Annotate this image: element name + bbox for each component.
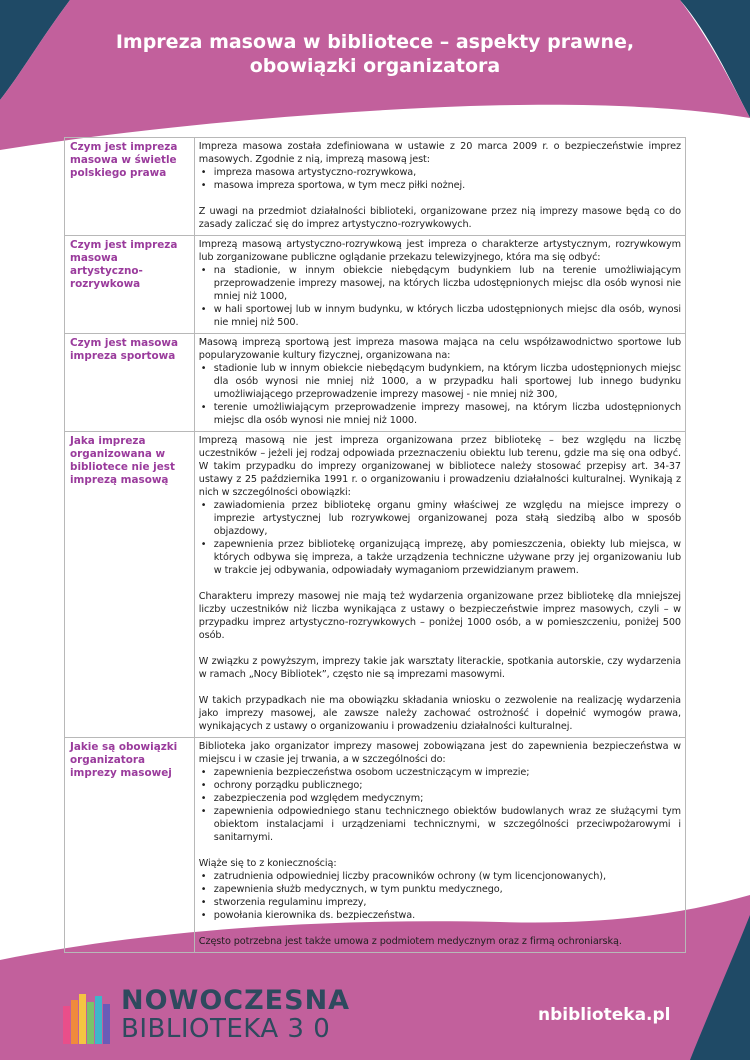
- row-question: Czym jest impreza masowa artystyczno-rozrywkowa: [65, 236, 195, 334]
- row-answer: [194, 334, 685, 432]
- books-icon: [63, 992, 117, 1044]
- bullet-list: [199, 766, 681, 844]
- table-row: [65, 432, 686, 738]
- website-link[interactable]: nbiblioteka.pl: [538, 1005, 671, 1025]
- table-row: [65, 738, 686, 953]
- row-question: Czym jest impreza masowa w świetle polskiego prawa: [65, 138, 195, 236]
- answer-paragraph: W takich przypadkach nie ma obowiązku składania wniosku o zezwolenie na realizację wydarzenia jako imprezy masowej, ale zawsze należy zachować ostrożność i dopełnić wymogów prawa, wynikających z ustawy o organizowaniu i prowadzeniu działalności kulturalnej.: [198, 695, 681, 732]
- answer-paragraph: Biblioteka jako organizator imprezy masowej zobowiązana jest do zapewnienia bezpieczeństwa w miejscu i w czasie jej trwania, a w szczególności do:: [198, 741, 681, 765]
- answer-paragraph: Imprezą masową nie jest impreza organizowana przez bibliotekę – bez względu na liczbę uczestników – jeżeli jej rodzaj odpowiada przeznaczeniu obiektu lub terenu, gdzie ma się ona odbyć. W takim przypadku do imprezy organizowanej w bibliotece należy stosować przepisy art. 34-37 ustawy z 25 października 1991 r. o organizowaniu i prowadzeniu działalności kulturalnej. Wynikają z nich w szczególności obowiązki:: [198, 435, 681, 498]
- bullet-list: [199, 166, 681, 192]
- bullet-list: [199, 362, 681, 427]
- list-item: • zapewnienia przez bibliotekę organizującą imprezę, aby pomieszczenia, obiekty lub miejsca, w których odbywa się impreza, a także urządzenia techniczne używane przy jej organizowaniu lub w trakcie jej odbywania, odpowiadały wymaganiom przewidzianym prawem.: [199, 538, 681, 577]
- list-item: • terenie umożliwiającym przeprowadzenie imprezy masowej, na którym liczba udostępnionych miejsc dla osób wynosi nie mniej niż 1000.: [199, 401, 681, 427]
- bullet-list: [199, 870, 681, 922]
- list-item: • na stadionie, w innym obiekcie niebędącym budynkiem lub na terenie umożliwiającym przeprowadzenie imprezy masowej, na których liczba udostępnionych miejsc dla osób wynosi nie mniej niż 1000,: [199, 264, 681, 303]
- table-row: [65, 236, 686, 334]
- list-item: • stworzenia regulaminu imprezy,: [199, 896, 681, 909]
- list-item: • zapewnienia odpowiedniego stanu technicznego obiektów budowlanych wraz ze służącymi tym obiektom instalacjami i urządzeniami technicznymi, w szczególności przeciwpożarowymi i sanitarnymi.: [199, 805, 681, 844]
- row-question: Jaka impreza organizowana w bibliotece nie jest imprezą masową: [65, 432, 195, 738]
- logo-text-line2: BIBLIOTEKA 3 0: [121, 1014, 331, 1044]
- list-item: • zatrudnienia odpowiedniej liczby pracowników ochrony (w tym licencjonowanych),: [199, 870, 681, 883]
- answer-paragraph: Charakteru imprezy masowej nie mają też wydarzenia organizowane przez bibliotekę dla mniejszej liczby uczestników niż liczba wynikająca z ustawy o bezpieczeństwie imprez masowych, czyli – w przypadku imprez artystyczno-rozrywkowych – poniżej 1000 osób, a w pomieszczeniu, poniżej 500 osób.: [198, 591, 681, 641]
- table-row: [65, 138, 686, 236]
- nowoczesna-biblioteka-logo: [63, 986, 363, 1044]
- answer-paragraph: W związku z powyższym, imprezy takie jak warsztaty literackie, spotkania autorskie, czy wydarzenia w ramach „Nocy Bibliotek”, często nie są imprezami masowymi.: [198, 656, 681, 680]
- row-question: Czym jest masowa impreza sportowa: [65, 334, 195, 432]
- answer-paragraph: Masową imprezą sportową jest impreza masowa mająca na celu współzawodnictwo sportowe lub popularyzowanie kultury fizycznej, organizowana na:: [198, 337, 681, 361]
- bullet-list: [199, 499, 681, 577]
- page-title-line1: Impreza masowa w bibliotece – aspekty prawne,: [115, 31, 635, 53]
- row-answer: [194, 236, 685, 334]
- answer-paragraph: Impreza masowa została zdefiniowana w ustawie z 20 marca 2009 r. o bezpieczeństwie imprez masowych. Zgodnie z nią, imprezą masową jest:: [198, 141, 681, 165]
- list-item: • zabezpieczenia pod względem medycznym;: [199, 792, 681, 805]
- row-answer: [194, 138, 685, 236]
- list-item: • masowa impreza sportowa, w tym mecz piłki nożnej.: [199, 179, 681, 192]
- list-item: • zapewnienia bezpieczeństwa osobom uczestniczącym w imprezie;: [199, 766, 681, 779]
- answer-paragraph: Często potrzebna jest także umowa z podmiotem medycznym oraz z firmą ochroniarską.: [198, 936, 622, 947]
- answer-paragraph: Wiąże się to z koniecznością:: [198, 858, 337, 869]
- row-question: Jakie są obowiązki organizatora imprezy masowej: [65, 738, 195, 953]
- info-table: [64, 137, 686, 953]
- bullet-list: [199, 264, 681, 329]
- row-answer: [194, 738, 685, 953]
- list-item: • impreza masowa artystyczno-rozrywkowa,: [199, 166, 681, 179]
- list-item: • ochrony porządku publicznego;: [199, 779, 681, 792]
- answer-paragraph: Imprezą masową artystyczno-rozrywkową jest impreza o charakterze artystycznym, rozrywkowym lub zorganizowane publiczne oglądanie przekazu telewizyjnego, która ma się odbyć:: [198, 239, 681, 263]
- table-row: [65, 334, 686, 432]
- list-item: • powołania kierownika ds. bezpieczeństwa.: [199, 909, 681, 922]
- answer-paragraph: Z uwagi na przedmiot działalności biblioteki, organizowane przez nią imprezy masowe będą co do zasady zaliczać się do imprez artystyczno-rozrywkowych.: [198, 206, 681, 230]
- row-answer: [194, 432, 685, 738]
- list-item: • stadionie lub w innym obiekcie niebędącym budynkiem, na którym liczba udostępnionych miejsc dla osób wynosi nie mniej niż 1000, a w przypadku hali sportowej lub innego budynku umożliwiającego przeprowadzenie imprezy masowej - nie mniej niż 300,: [199, 362, 681, 401]
- page-title: [0, 30, 750, 78]
- list-item: • w hali sportowej lub w innym budynku, w których liczba udostępnionych miejsc dla osób, wynosi nie mniej niż 500.: [199, 303, 681, 329]
- logo-text-line1: NOWOCZESNA: [121, 985, 351, 1016]
- list-item: • zawiadomienia przez bibliotekę organu gminy właściwej ze względu na miejsce imprezy o imprezie artystycznej lub rozrywkowej organizowanej poza stałą siedzibą albo w sposób objazdowy,: [199, 499, 681, 538]
- page-title-line2: obowiązki organizatora: [249, 55, 501, 77]
- list-item: • zapewnienia służb medycznych, w tym punktu medycznego,: [199, 883, 681, 896]
